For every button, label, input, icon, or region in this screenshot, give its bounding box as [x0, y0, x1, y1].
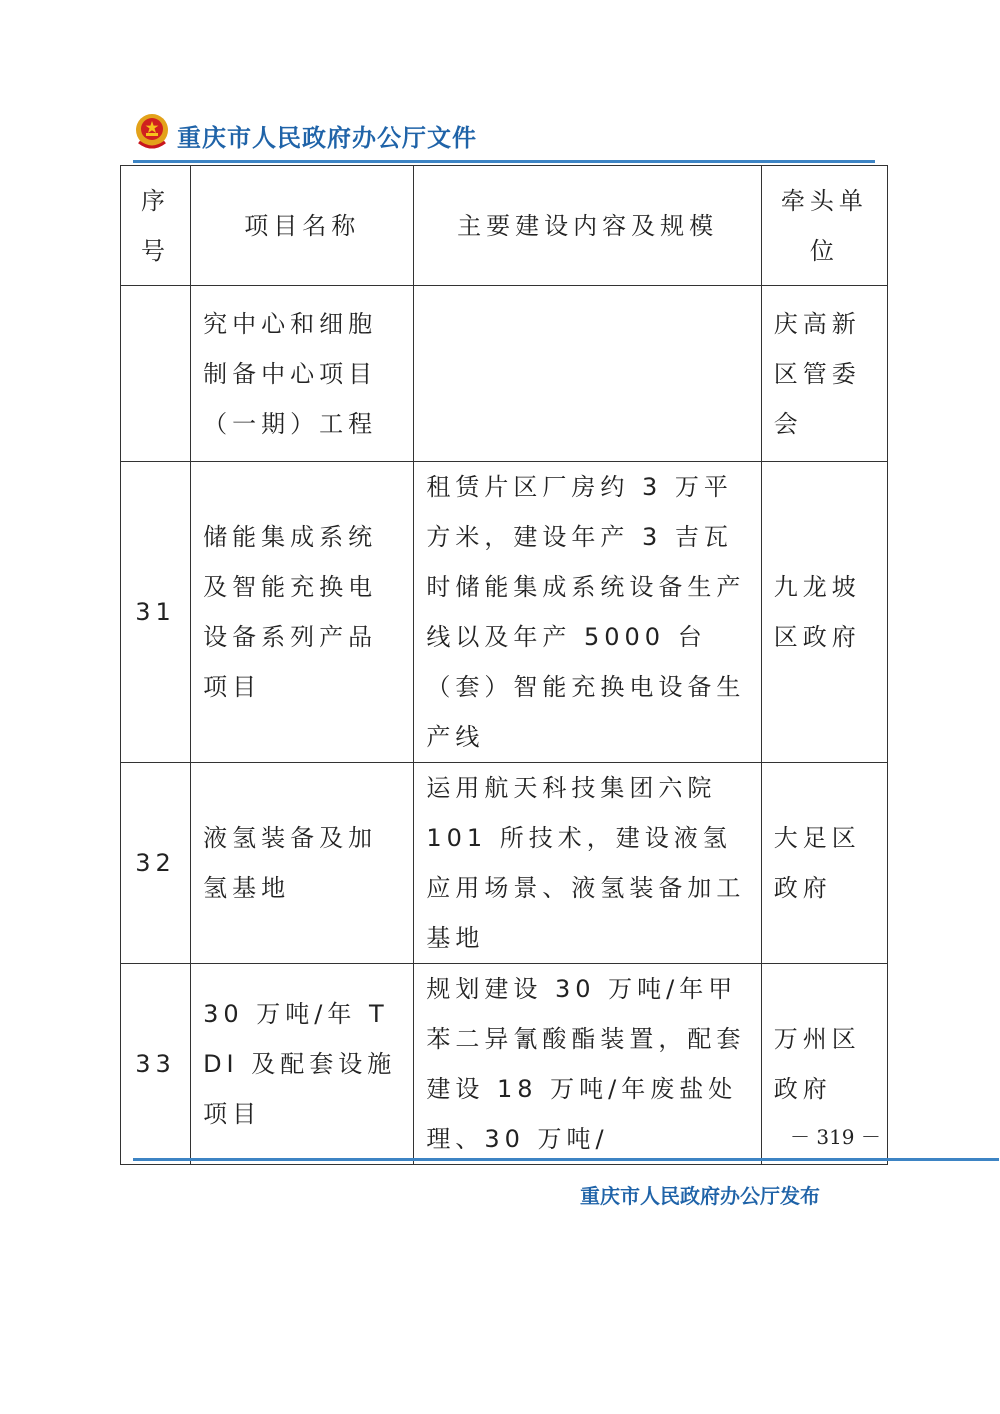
row-number — [121, 286, 191, 462]
header-cell-number: 序号 — [121, 166, 191, 286]
row-number: 32 — [121, 763, 191, 964]
project-content: 规划建设 30 万吨/年甲苯二异氰酸酯装置，配套建设 18 万吨/年废盐处理、30 万吨/ — [414, 964, 761, 1165]
header-cell-name: 项目名称 — [191, 166, 414, 286]
project-name: 30 万吨/年 TDI 及配套设施项目 — [191, 964, 414, 1165]
project-name: 储能集成系统及智能充换电设备系列产品项目 — [191, 462, 414, 763]
footer-divider — [133, 1158, 999, 1161]
header-title: 重庆市人民政府办公厅文件 — [177, 123, 477, 152]
table-row — [121, 462, 888, 763]
project-content — [414, 286, 761, 462]
lead-unit: 万州区政府 — [761, 964, 887, 1165]
table-row — [121, 286, 888, 462]
header-cell-lead-unit: 牵头单位 — [761, 166, 887, 286]
national-emblem-icon — [133, 112, 171, 152]
table-row — [121, 964, 888, 1165]
project-name: 究中心和细胞制备中心项目（一期）工程 — [191, 286, 414, 462]
row-number: 33 — [121, 964, 191, 1165]
project-name: 液氢装备及加氢基地 — [191, 763, 414, 964]
footer-publisher: 重庆市人民政府办公厅发布 — [580, 1184, 820, 1208]
lead-unit: 庆高新区管委会 — [761, 286, 887, 462]
row-number: 31 — [121, 462, 191, 763]
project-table — [120, 165, 888, 1165]
header-cell-content: 主要建设内容及规模 — [414, 166, 761, 286]
table-header-row — [121, 166, 888, 286]
table-row — [121, 763, 888, 964]
page-number: － 319 － — [790, 1125, 881, 1149]
project-content: 运用航天科技集团六院 101 所技术，建设液氢应用场景、液氢装备加工基地 — [414, 763, 761, 964]
lead-unit: 九龙坡区政府 — [761, 462, 887, 763]
project-content: 租赁片区厂房约 3 万平方米，建设年产 3 吉瓦时储能集成系统设备生产线以及年产 5000 台（套）智能充换电设备生产线 — [414, 462, 761, 763]
lead-unit: 大足区政府 — [761, 763, 887, 964]
header-divider — [133, 160, 875, 163]
